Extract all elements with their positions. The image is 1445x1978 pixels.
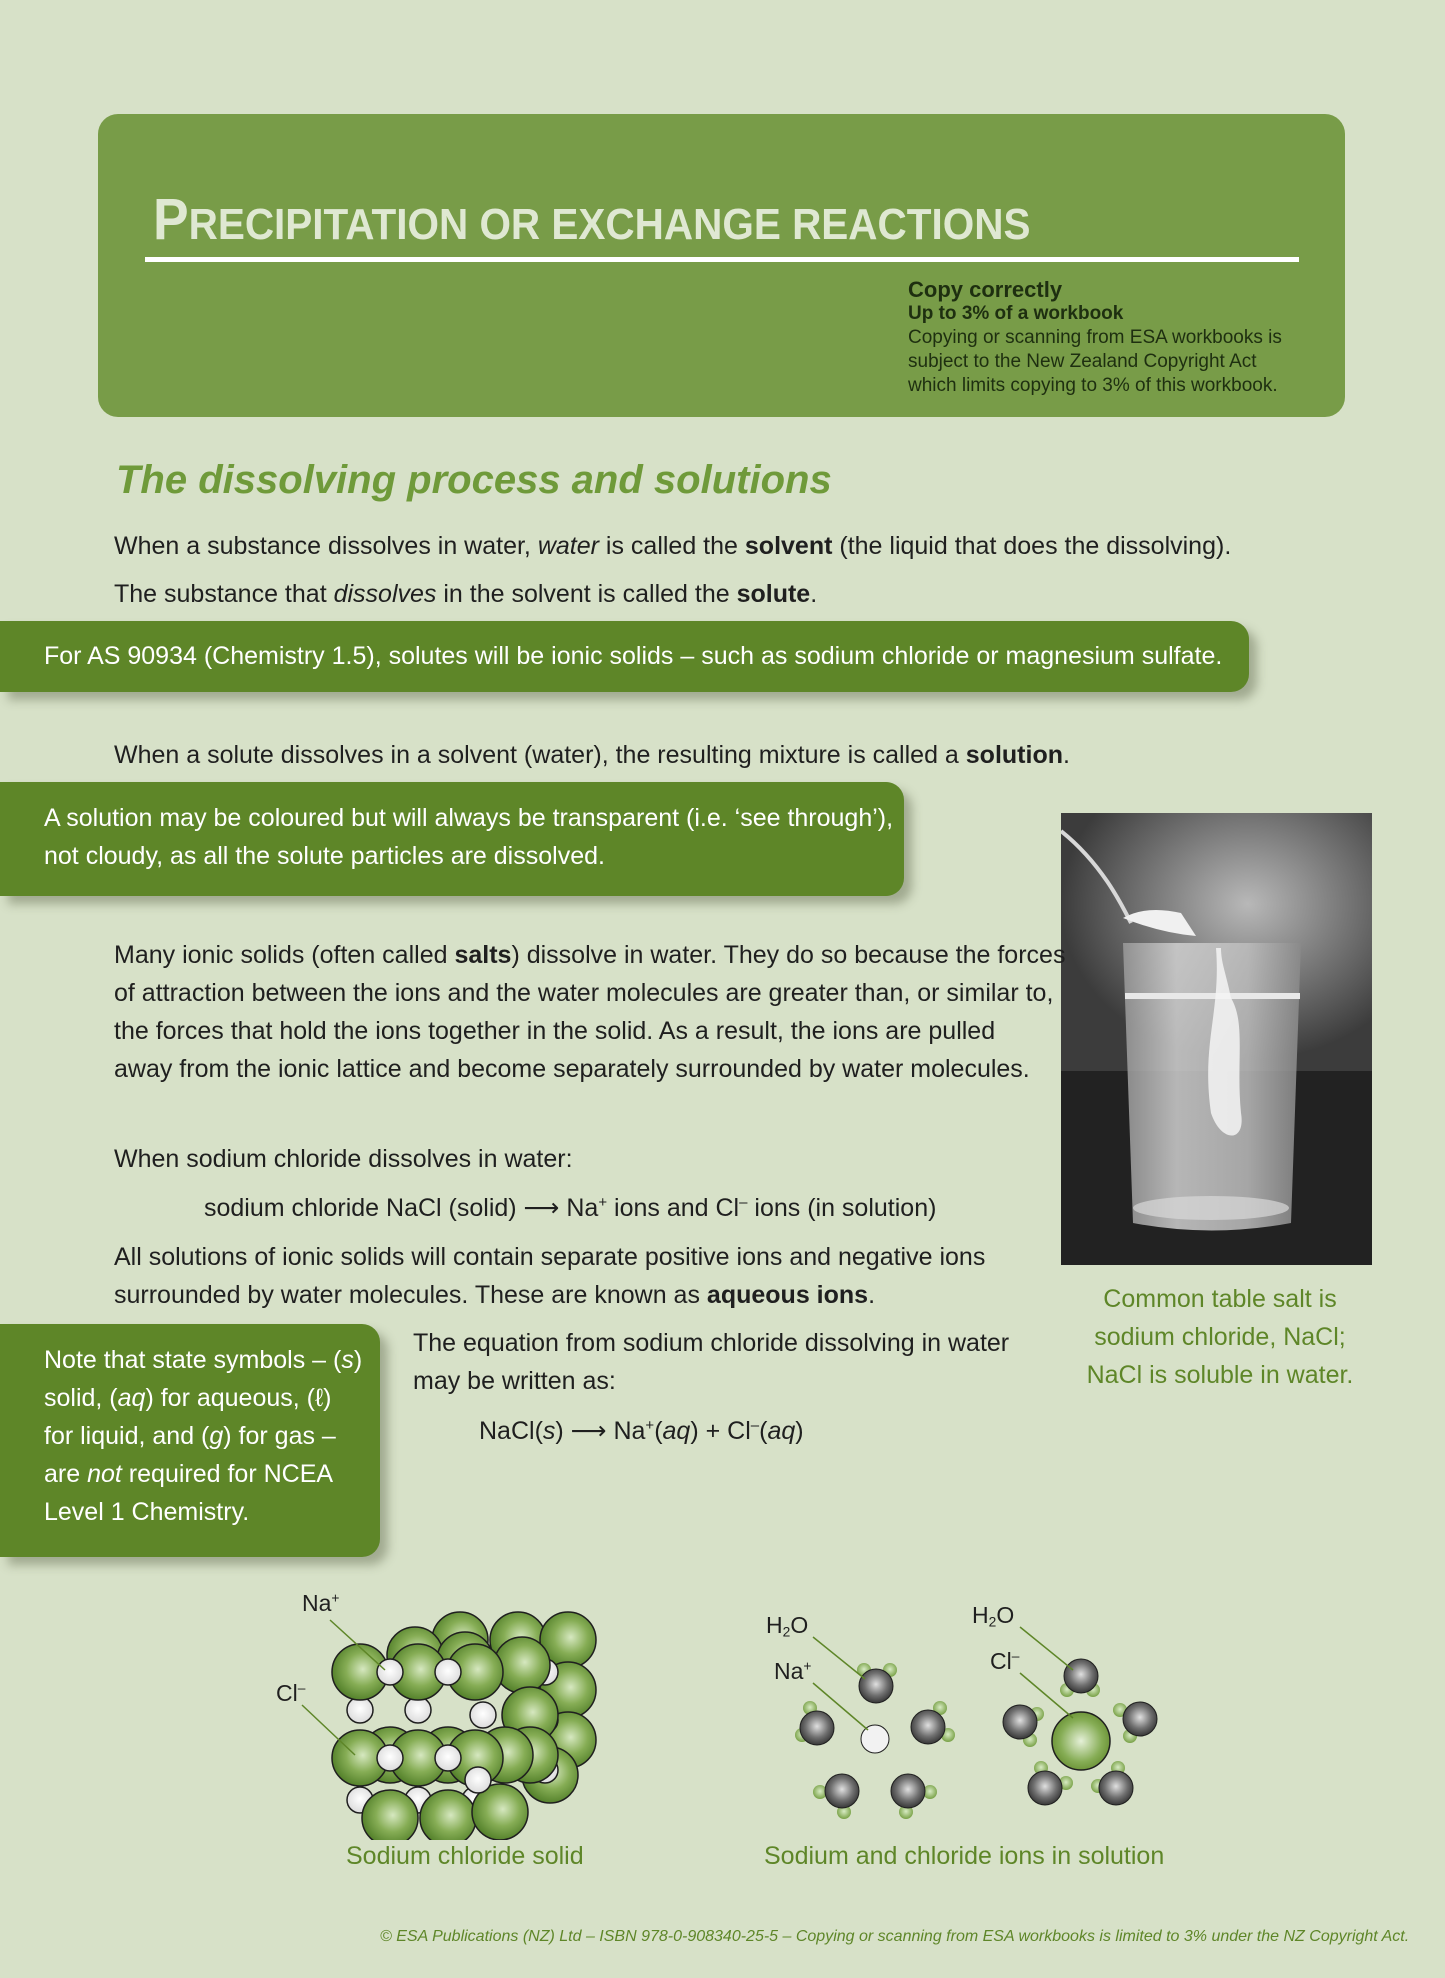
- word-equation: sodium chloride NaCl (solid) ⟶ Na+ ions and Cl– ions (in solution): [204, 1194, 937, 1222]
- copy-notice-line: subject to the New Zealand Copyright Act: [908, 351, 1257, 372]
- paragraph-salts: Many ionic solids (often called salts) dissolve in water. They do so because the forces of attraction between the ions and the water molecules are greater than, or similar to, the forces that hold the ions together in the solid. As a result, the ions are pulled away from the ionic lattice and become separately surrounded by water molecules.: [114, 941, 1066, 1083]
- copy-notice-heading: Copy correctly: [908, 277, 1063, 302]
- label-na-ion-solution: Na+: [774, 1658, 812, 1684]
- nacl-solid-diagram: [260, 1580, 620, 1880]
- copy-notice-line: which limits copying to 3% of this workbook.: [908, 375, 1278, 396]
- copy-notice-subheading: Up to 3% of a workbook: [908, 303, 1124, 324]
- caption-nacl-solid: Sodium chloride solid: [346, 1842, 584, 1870]
- salt-glass-photo: [1061, 813, 1372, 1265]
- callout-transparent-note: A solution may be coloured but will always be transparent (i.e. ‘see through’), not cloudy, as all the solute particles are dissolved.: [0, 782, 904, 896]
- photo-illustration: [1061, 813, 1372, 1265]
- paragraph-nacl-intro: When sodium chloride dissolves in water:: [114, 1145, 573, 1173]
- caption-ions-solution: Sodium and chloride ions in solution: [764, 1842, 1165, 1870]
- page-footer: © ESA Publications (NZ) Ltd – ISBN 978-0-908340-25-5 – Copying or scanning from ESA workbooks is limited to 3% under the NZ Copyright Act.: [380, 1928, 1410, 1945]
- paragraph-solute: The substance that dissolves in the solvent is called the solute.: [114, 580, 818, 608]
- paragraph-aqueous-ions: All solutions of ionic solids will contain separate positive ions and negative ions surrounded by water molecules. These are known as aqueous ions.: [114, 1243, 986, 1309]
- label-water-cl: $H_2O$: [972, 1602, 1015, 1630]
- label-na-ion: Na+: [302, 1590, 340, 1616]
- label-water-na: $H_2O$: [766, 1612, 809, 1640]
- paragraph-solution: When a solute dissolves in a solvent (water), the resulting mixture is called a solution.: [114, 741, 1070, 769]
- copy-notice: [908, 278, 1328, 398]
- callout-state-symbols-note: Note that state symbols – (s) solid, (aq) for aqueous, (ℓ) for liquid, and (g) for gas – are not required for NCEA Level 1 Chemistry.: [0, 1324, 380, 1557]
- callout-standard-note: For AS 90934 (Chemistry 1.5), solutes will be ionic solids – such as sodium chloride or magnesium sulfate.: [0, 621, 1249, 692]
- section-heading: The dissolving process and solutions: [116, 458, 832, 502]
- title-divider: [145, 257, 1299, 262]
- symbol-equation: NaCl(s) ⟶ Na+(aq) + Cl–(aq): [479, 1417, 804, 1445]
- copy-notice-line: Copying or scanning from ESA workbooks is: [908, 327, 1282, 348]
- paragraph-equation-intro: The equation from sodium chloride dissolving in water may be written as:: [413, 1329, 1010, 1395]
- label-cl-ion-solution: Cl–: [990, 1648, 1020, 1674]
- page-title: PRECIPITATION OR EXCHANGE REACTIONS: [153, 187, 1031, 252]
- label-cl-ion: Cl–: [276, 1680, 306, 1706]
- nacl-lattice-illustration: [260, 1580, 620, 1840]
- paragraph-solvent: When a substance dissolves in water, water is called the solvent (the liquid that does the dissolving).: [114, 532, 1232, 560]
- ions-in-solution-diagram: [740, 1590, 1180, 1880]
- photo-caption: Common table salt is sodium chloride, NaCl; NaCl is soluble in water.: [1086, 1285, 1354, 1389]
